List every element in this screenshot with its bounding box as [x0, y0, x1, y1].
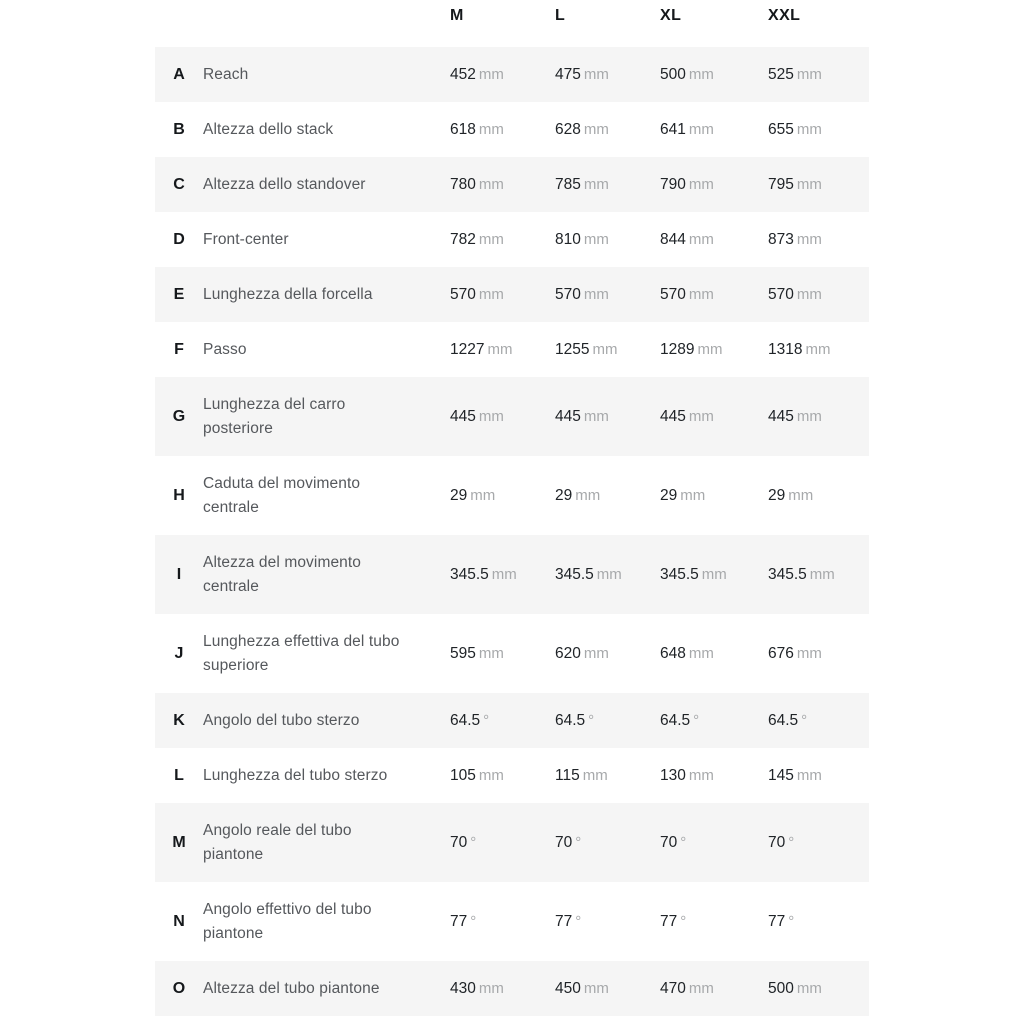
row-value-l [555, 118, 660, 142]
value-number: 620 [555, 644, 581, 662]
row-label: Caduta del movimento centrale [203, 474, 361, 516]
value-unit: mm [688, 175, 714, 193]
value-unit: ° [470, 833, 477, 851]
value-number: 648 [660, 644, 686, 662]
value-unit: mm [583, 230, 609, 248]
row-value-m [450, 118, 555, 142]
value-number: 500 [768, 979, 794, 997]
value-number: 64.5 [555, 711, 586, 729]
value-number: 345.5 [450, 565, 489, 583]
row-value-m [450, 977, 555, 1001]
row-label: Altezza del movimento centrale [203, 553, 362, 595]
row-value-m [450, 63, 555, 87]
value-unit: ° [693, 711, 700, 729]
value-number: 77 [555, 912, 573, 930]
row-label: Altezza del tubo piantone [203, 979, 380, 997]
value-unit: mm [688, 979, 714, 997]
table-row [155, 614, 869, 693]
size-column-xl: XL [660, 7, 682, 24]
row-value-xl [660, 764, 768, 788]
value-number: 475 [555, 65, 581, 83]
value-unit: ° [680, 833, 687, 851]
value-unit: mm [583, 120, 609, 138]
value-number: 655 [768, 120, 794, 138]
value-number: 29 [555, 486, 573, 504]
value-number: 345.5 [555, 565, 594, 583]
value-unit: mm [796, 230, 822, 248]
size-header-row [155, 0, 869, 47]
value-unit: mm [680, 486, 706, 504]
row-value-xl [660, 910, 768, 934]
row-letter: G [172, 407, 186, 425]
table-row [155, 322, 869, 377]
row-letter: A [173, 65, 185, 83]
row-label: Front-center [203, 230, 289, 248]
row-letter: K [173, 711, 185, 729]
value-number: 570 [450, 285, 476, 303]
table-row [155, 748, 869, 803]
value-number: 450 [555, 979, 581, 997]
table-row [155, 47, 869, 102]
value-unit: mm [478, 979, 504, 997]
value-number: 115 [555, 766, 580, 784]
value-number: 790 [660, 175, 686, 193]
row-value-xl [660, 283, 768, 307]
value-number: 445 [768, 407, 794, 425]
row-value-xl [660, 118, 768, 142]
value-number: 1318 [768, 340, 803, 358]
value-unit: mm [491, 565, 517, 583]
value-number: 810 [555, 230, 581, 248]
value-number: 595 [450, 644, 476, 662]
row-value-m [450, 831, 555, 855]
value-unit: mm [796, 65, 822, 83]
value-unit: mm [596, 565, 622, 583]
geometry-table [155, 0, 869, 1016]
value-unit: mm [583, 65, 609, 83]
value-unit: ° [680, 912, 687, 930]
value-unit: mm [796, 285, 822, 303]
value-number: 1227 [450, 340, 485, 358]
row-value-l [555, 764, 660, 788]
row-value-xxl [768, 484, 869, 508]
row-value-xxl [768, 709, 869, 733]
value-number: 1255 [555, 340, 590, 358]
value-number: 676 [768, 644, 794, 662]
row-letter: H [173, 486, 185, 504]
row-value-xxl [768, 173, 869, 197]
value-number: 130 [660, 766, 686, 784]
row-value-m [450, 228, 555, 252]
row-value-m [450, 173, 555, 197]
value-unit: mm [805, 340, 831, 358]
value-number: 641 [660, 120, 686, 138]
value-number: 64.5 [768, 711, 799, 729]
value-unit: mm [688, 766, 714, 784]
row-label: Lunghezza del tubo sterzo [203, 766, 388, 784]
row-letter: B [173, 120, 185, 138]
value-unit: mm [478, 407, 504, 425]
value-number: 64.5 [660, 711, 691, 729]
row-letter: E [173, 285, 185, 303]
row-value-xxl [768, 642, 869, 666]
row-value-xl [660, 63, 768, 87]
row-label: Altezza dello stack [203, 120, 334, 138]
value-unit: mm [583, 644, 609, 662]
row-value-l [555, 563, 660, 587]
value-number: 77 [768, 912, 786, 930]
table-row [155, 961, 869, 1016]
table-rows [155, 47, 869, 1016]
row-value-l [555, 405, 660, 429]
row-value-m [450, 910, 555, 934]
value-number: 628 [555, 120, 581, 138]
row-value-m [450, 405, 555, 429]
value-unit: mm [688, 285, 714, 303]
value-number: 64.5 [450, 711, 481, 729]
value-unit: mm [478, 285, 504, 303]
value-number: 29 [450, 486, 468, 504]
row-letter: O [172, 979, 186, 997]
table-row [155, 102, 869, 157]
value-number: 1289 [660, 340, 695, 358]
value-unit: mm [796, 120, 822, 138]
row-value-xl [660, 642, 768, 666]
value-unit: mm [592, 340, 618, 358]
row-value-xl [660, 228, 768, 252]
row-value-xl [660, 977, 768, 1001]
value-unit: mm [796, 644, 822, 662]
value-number: 785 [555, 175, 581, 193]
row-value-xl [660, 831, 768, 855]
value-unit: mm [688, 644, 714, 662]
value-number: 525 [768, 65, 794, 83]
value-number: 570 [555, 285, 581, 303]
value-number: 618 [450, 120, 476, 138]
row-value-xxl [768, 338, 869, 362]
value-number: 844 [660, 230, 686, 248]
value-unit: mm [796, 979, 822, 997]
value-unit: mm [478, 766, 504, 784]
row-label: Angolo reale del tubo piantone [203, 821, 352, 863]
row-letter: I [176, 565, 182, 583]
row-value-xl [660, 405, 768, 429]
value-number: 145 [768, 766, 794, 784]
value-number: 430 [450, 979, 476, 997]
table-row [155, 535, 869, 614]
table-row [155, 456, 869, 535]
row-value-m [450, 283, 555, 307]
row-value-xxl [768, 228, 869, 252]
row-value-l [555, 910, 660, 934]
value-number: 77 [660, 912, 678, 930]
value-unit: mm [583, 175, 609, 193]
row-value-xxl [768, 405, 869, 429]
row-letter: C [173, 175, 185, 193]
size-column-l: L [555, 7, 566, 24]
row-value-xl [660, 338, 768, 362]
value-unit: ° [788, 912, 795, 930]
table-row [155, 693, 869, 748]
row-value-xl [660, 484, 768, 508]
row-value-xxl [768, 831, 869, 855]
value-unit: mm [688, 230, 714, 248]
value-number: 345.5 [660, 565, 699, 583]
row-value-xl [660, 563, 768, 587]
row-value-l [555, 831, 660, 855]
value-number: 105 [450, 766, 476, 784]
row-value-xl [660, 173, 768, 197]
row-value-xxl [768, 563, 869, 587]
value-number: 780 [450, 175, 476, 193]
value-unit: mm [796, 766, 822, 784]
value-number: 70 [450, 833, 468, 851]
table-row [155, 803, 869, 882]
row-value-m [450, 764, 555, 788]
row-value-l [555, 709, 660, 733]
row-value-m [450, 563, 555, 587]
value-unit: mm [796, 407, 822, 425]
row-value-l [555, 228, 660, 252]
value-unit: mm [470, 486, 496, 504]
value-number: 77 [450, 912, 468, 930]
value-unit: mm [478, 120, 504, 138]
row-value-xxl [768, 764, 869, 788]
row-letter: F [174, 340, 184, 358]
row-label: Altezza dello standover [203, 175, 366, 193]
value-unit: mm [478, 644, 504, 662]
row-value-l [555, 484, 660, 508]
row-value-xxl [768, 910, 869, 934]
value-number: 795 [768, 175, 794, 193]
value-unit: mm [583, 979, 609, 997]
value-unit: mm [688, 407, 714, 425]
row-label: Reach [203, 65, 249, 83]
row-label: Angolo effettivo del tubo piantone [203, 900, 372, 942]
row-letter: L [174, 766, 184, 784]
size-column-m: M [450, 7, 464, 24]
table-row [155, 157, 869, 212]
value-unit: ° [588, 711, 595, 729]
value-number: 70 [555, 833, 573, 851]
value-unit: ° [483, 711, 490, 729]
value-number: 29 [768, 486, 786, 504]
row-value-xxl [768, 977, 869, 1001]
row-value-xxl [768, 63, 869, 87]
value-unit: mm [478, 230, 504, 248]
row-value-l [555, 173, 660, 197]
value-unit: mm [701, 565, 727, 583]
table-row [155, 377, 869, 456]
row-letter: J [174, 644, 184, 662]
value-number: 29 [660, 486, 678, 504]
size-column-xxl: XXL [768, 7, 801, 24]
table-row [155, 267, 869, 322]
row-value-l [555, 338, 660, 362]
value-unit: mm [487, 340, 513, 358]
value-number: 873 [768, 230, 794, 248]
value-unit: mm [788, 486, 814, 504]
table-row [155, 882, 869, 961]
row-label: Lunghezza effettiva del tubo superiore [203, 632, 400, 674]
value-number: 470 [660, 979, 686, 997]
row-value-l [555, 642, 660, 666]
value-unit: ° [801, 711, 808, 729]
value-number: 570 [768, 285, 794, 303]
value-number: 70 [768, 833, 786, 851]
row-value-xl [660, 709, 768, 733]
row-value-xxl [768, 283, 869, 307]
row-label: Passo [203, 340, 247, 358]
value-unit: mm [697, 340, 723, 358]
table-row [155, 212, 869, 267]
value-number: 445 [660, 407, 686, 425]
row-value-m [450, 709, 555, 733]
value-unit: ° [575, 833, 582, 851]
value-unit: mm [478, 175, 504, 193]
value-number: 445 [450, 407, 476, 425]
value-unit: mm [688, 65, 714, 83]
row-value-m [450, 338, 555, 362]
value-number: 445 [555, 407, 581, 425]
value-unit: mm [583, 407, 609, 425]
value-unit: mm [582, 766, 608, 784]
row-value-l [555, 283, 660, 307]
row-value-l [555, 977, 660, 1001]
value-unit: ° [470, 912, 477, 930]
row-label: Angolo del tubo sterzo [203, 711, 360, 729]
row-letter: N [173, 912, 185, 930]
row-letter: M [172, 833, 186, 851]
value-unit: mm [688, 120, 714, 138]
row-value-m [450, 484, 555, 508]
value-number: 782 [450, 230, 476, 248]
value-unit: ° [575, 912, 582, 930]
value-number: 345.5 [768, 565, 807, 583]
value-unit: ° [788, 833, 795, 851]
value-unit: mm [575, 486, 601, 504]
value-number: 570 [660, 285, 686, 303]
row-value-m [450, 642, 555, 666]
value-number: 500 [660, 65, 686, 83]
value-unit: mm [583, 285, 609, 303]
row-value-l [555, 63, 660, 87]
value-unit: mm [796, 175, 822, 193]
row-label: Lunghezza del carro posteriore [203, 395, 346, 437]
row-value-xxl [768, 118, 869, 142]
row-letter: D [173, 230, 185, 248]
value-unit: mm [478, 65, 504, 83]
value-number: 70 [660, 833, 678, 851]
value-number: 452 [450, 65, 476, 83]
value-unit: mm [809, 565, 835, 583]
row-label: Lunghezza della forcella [203, 285, 373, 303]
